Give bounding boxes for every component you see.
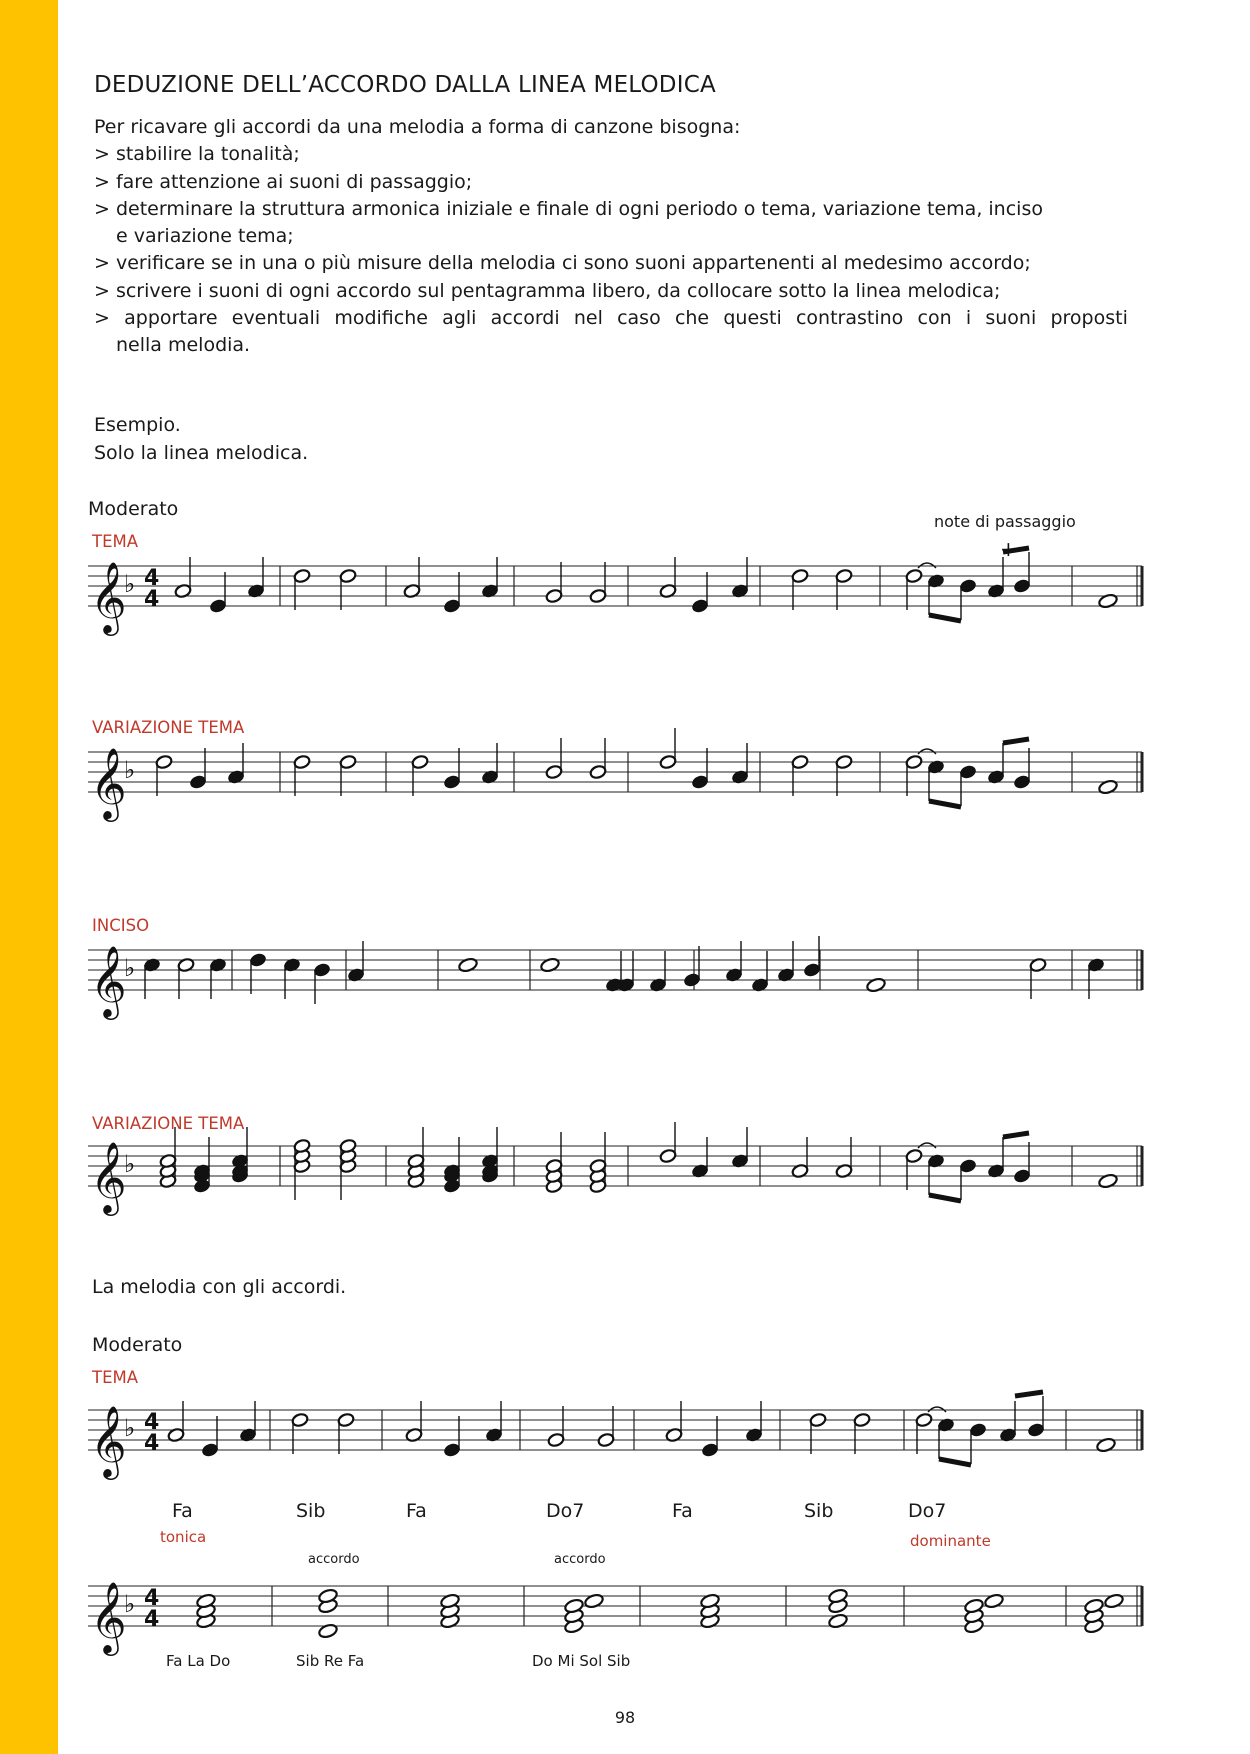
note-head: [597, 1432, 615, 1447]
time-signature-bottom: 4: [144, 1607, 160, 1632]
intro-item-justified: [94, 305, 1128, 332]
note-head: [1013, 578, 1031, 593]
chord-symbol: Fa: [672, 1500, 693, 1522]
time-signature-top: 4: [144, 1410, 160, 1435]
note-head: [1013, 774, 1031, 789]
accordo-label: accordo: [554, 1552, 606, 1567]
note-head: [959, 1158, 977, 1173]
staff-inciso: [0, 924, 1250, 1044]
beam: [1015, 1392, 1043, 1396]
note-head: [291, 1412, 309, 1427]
beam: [929, 801, 961, 807]
intro-item: > fare attenzione ai suoni di passaggio;: [94, 170, 473, 193]
intro-item: > determinare la struttura armonica iniziale e finale di ogni periodo o tema, variazione tema, inciso: [94, 197, 1043, 220]
note-head: [835, 568, 853, 583]
note-head: [866, 977, 887, 993]
passing-note-annotation: note di passaggio: [934, 512, 1076, 531]
treble-clef-icon: 𝄞: [90, 1404, 127, 1477]
intro-word: proposti: [1050, 307, 1128, 330]
intro-item: > verificare se in una o più misure della melodia ci sono suoni appartenenti al medesimo accordo;: [94, 252, 1031, 275]
time-signature-bottom: 4: [144, 1431, 160, 1456]
chord-symbol: Sib: [296, 1500, 326, 1522]
section-label-inciso: INCISO: [92, 916, 150, 935]
tempo-marking-2: Moderato: [92, 1334, 183, 1356]
note-head: [905, 568, 923, 583]
staff-tema: [0, 540, 1250, 660]
intro-item: > scrivere i suoni di ogni accordo sul pentagramma libero, da collocare sotto la linea melodica;: [94, 279, 1001, 302]
note-head: [803, 962, 821, 977]
note-head: [905, 754, 923, 769]
flat-key-signature-icon: ♭: [124, 954, 136, 982]
staff-variazione-tema: [0, 726, 1250, 846]
note-head: [659, 1148, 677, 1163]
intro-item-continuation: nella melodia.: [116, 334, 251, 357]
note-head: [1096, 1437, 1117, 1453]
intro-word: che: [674, 307, 710, 330]
note-head: [1027, 1422, 1045, 1437]
note-head: [443, 774, 461, 789]
note-head: [791, 754, 809, 769]
intro-text: [94, 114, 1128, 360]
passing-note-plus-icon: +: [1000, 540, 1017, 561]
note-head: [547, 1432, 565, 1447]
treble-clef-icon: 𝄞: [90, 944, 127, 1017]
note-head: [915, 1412, 933, 1427]
note-head: [905, 1148, 923, 1163]
tempo-marking: Moderato: [88, 498, 179, 520]
note-head: [339, 568, 357, 583]
note-head: [969, 1422, 987, 1437]
treble-clef-icon: 𝄞: [90, 560, 127, 633]
note-head: [443, 598, 461, 613]
beam: [929, 1195, 961, 1201]
note-head: [683, 972, 701, 987]
intro-word: con: [917, 307, 952, 330]
note-head: [209, 598, 227, 613]
intro-word: >: [94, 307, 110, 330]
intro-word: eventuali: [231, 307, 321, 330]
note-head: [589, 588, 607, 603]
note-head: [1104, 1593, 1125, 1609]
chord-symbol: Do7: [546, 1500, 585, 1522]
chords-subtitle: La melodia con gli accordi.: [92, 1276, 347, 1298]
chord-notes-label: Do Mi Sol Sib: [532, 1652, 631, 1670]
chord-symbol: Fa: [172, 1500, 193, 1522]
time-signature-bottom: 4: [144, 587, 160, 612]
intro-word: apportare: [124, 307, 218, 330]
note-head: [318, 1623, 339, 1639]
note-head: [540, 957, 561, 973]
treble-clef-icon: 𝄞: [90, 746, 127, 819]
page-title: DEDUZIONE DELL’ACCORDO DALLA LINEA MELODICA: [94, 72, 716, 98]
note-head: [189, 774, 207, 789]
intro-word: contrastino: [795, 307, 904, 330]
section-label-tema-2: TEMA: [92, 1368, 139, 1387]
note-head: [984, 1593, 1005, 1609]
note-head: [853, 1412, 871, 1427]
note-head: [1098, 1173, 1119, 1189]
note-head: [1098, 779, 1119, 795]
note-head: [691, 774, 709, 789]
beam: [929, 615, 961, 621]
note-head: [155, 754, 173, 769]
intro-item: > stabilire la tonalità;: [94, 143, 300, 166]
note-head: [201, 1442, 219, 1457]
page-number: 98: [614, 1708, 636, 1727]
note-head: [545, 764, 563, 779]
section-label-tema: TEMA: [92, 532, 139, 551]
note-head: [701, 1442, 719, 1457]
intro-lead: Per ricavare gli accordi da una melodia a forma di canzone bisogna:: [94, 116, 741, 138]
note-head: [835, 754, 853, 769]
note-head: [584, 1593, 605, 1609]
chord-symbol: Sib: [804, 1500, 834, 1522]
treble-clef-icon: 𝄞: [90, 1580, 127, 1653]
function-label-tonica: tonica: [160, 1528, 207, 1546]
note-head: [959, 764, 977, 779]
example-label: Esempio.: [94, 414, 181, 436]
time-signature-top: 4: [144, 1586, 160, 1611]
intro-word: accordi: [490, 307, 560, 330]
note-head: [458, 957, 479, 973]
accordo-label: accordo: [308, 1552, 360, 1567]
section-label-variazione-tema-2: VARIAZIONE TEMA: [92, 1114, 245, 1133]
intro-word: agli: [442, 307, 477, 330]
chord-notes-label: Fa La Do: [166, 1652, 231, 1670]
flat-key-signature-icon: ♭: [124, 570, 136, 598]
staff-melody-with-chords: [0, 1384, 1250, 1504]
note-head: [1013, 1168, 1031, 1183]
note-head: [589, 764, 607, 779]
note-head: [791, 568, 809, 583]
note-head: [313, 962, 331, 977]
note-head: [828, 1613, 849, 1629]
intro-word: suoni: [985, 307, 1037, 330]
note-head: [691, 598, 709, 613]
note-head: [659, 754, 677, 769]
note-head: [411, 754, 429, 769]
note-head: [443, 1442, 461, 1457]
note-head: [293, 754, 311, 769]
beam: [1003, 1133, 1029, 1137]
note-head: [809, 1412, 827, 1427]
staff-variazione-tema-chords: [0, 1120, 1250, 1240]
note-head: [545, 588, 563, 603]
note-head: [337, 1412, 355, 1427]
section-label-variazione-tema: VARIAZIONE TEMA: [92, 718, 245, 737]
note-head: [293, 568, 311, 583]
beam: [939, 1459, 971, 1465]
intro-item-continuation: e variazione tema;: [116, 225, 294, 248]
intro-word: nel: [573, 307, 603, 330]
function-label-dominante: dominante: [910, 1532, 991, 1550]
intro-word: modifiche: [334, 307, 428, 330]
note-head: [959, 578, 977, 593]
chord-symbol: Do7: [908, 1500, 947, 1522]
chord-notes-label: Sib Re Fa: [296, 1652, 365, 1670]
flat-key-signature-icon: ♭: [124, 756, 136, 784]
intro-word: caso: [617, 307, 661, 330]
example-subtitle: Solo la linea melodica.: [94, 442, 309, 464]
treble-clef-icon: 𝄞: [90, 1140, 127, 1213]
note-head: [339, 754, 357, 769]
flat-key-signature-icon: ♭: [124, 1414, 136, 1442]
flat-key-signature-icon: ♭: [124, 1150, 136, 1178]
beam: [1003, 739, 1029, 743]
intro-word: questi: [723, 307, 782, 330]
note-head: [1098, 593, 1119, 609]
note-head: [249, 952, 267, 967]
intro-word: i: [965, 307, 972, 330]
flat-key-signature-icon: ♭: [124, 1590, 136, 1618]
staff-chords: [0, 1560, 1250, 1680]
time-signature-top: 4: [144, 566, 160, 591]
chord-symbol: Fa: [406, 1500, 427, 1522]
